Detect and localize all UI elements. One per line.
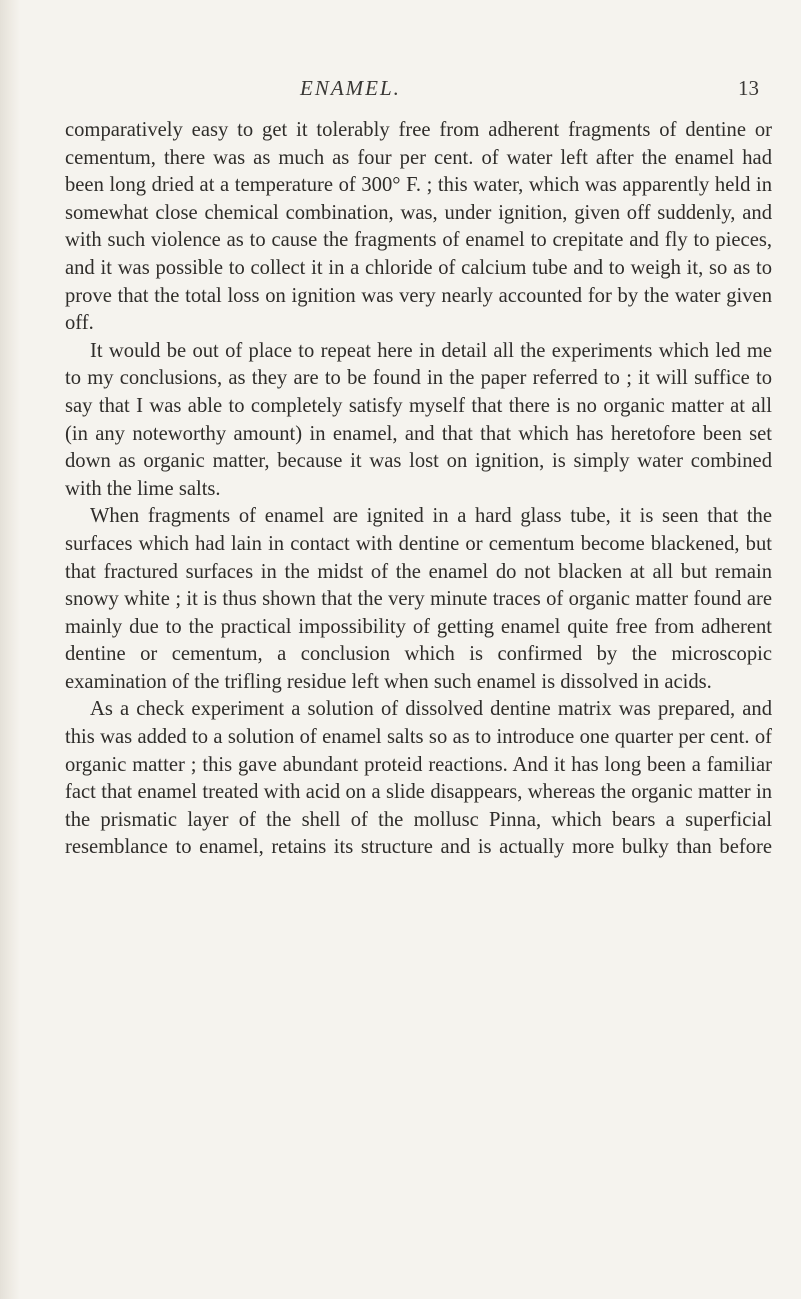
running-title: ENAMEL. <box>300 76 401 100</box>
paragraph: It would be out of place to repeat here in detail all the experiments which led me to my conclusions, as they are to be found in the paper referred to ; it will suffice to say that I was able to completely satisfy myself that there is no organic matter at all (in any noteworthy amount) in enamel, and that that which has heretofore been set down as organic matter, because it was lost on ignition, is simply water combined with the lime salts. <box>65 339 772 500</box>
body-text <box>65 117 772 862</box>
paragraph: As a check experiment a solution of dissolved dentine matrix was prepared, and this was added to a solution of enamel salts so as to introduce one quarter per cent. of organic matter ; this gave abundant proteid reactions. And it has long been a familiar fact that enamel treated with acid on a slide disappears, whereas the organic matter in the prismatic layer of the shell of the mollusc Pinna, which bears a superficial resemblance to enamel, retains its structure and is actually more bulky than before <box>65 698 772 859</box>
paragraph: When fragments of enamel are ignited in a hard glass tube, it is seen that the surfaces which had lain in contact with dentine or cementum become blackened, but that fractured surfaces in the midst of the enamel do not blacken at all but remain snowy white ; it is thus shown that the very minute traces of organic matter found are mainly due to the practical impossibility of getting enamel quite free from adherent dentine or cementum, a conclusion which is confirmed by the microscopic examination of the trifling residue left when such enamel is dissolved in acids. <box>65 505 772 693</box>
page-gutter-shadow <box>0 0 20 1299</box>
paragraph-continued: comparatively easy to get it tolerably free from adherent fragments of dentine or cementum, there was as much as four per cent. of water left after the enamel had been long dried at a temperature of 300° F. ; this water, which was apparently held in somewhat close chemical combination, was, under ignition, given off suddenly, and with such violence as to cause the fragments of enamel to crepitate and fly to pieces, and it was possible to collect it in a chloride of calcium tube and to weigh it, so as to prove that the total loss on ignition was very nearly accounted for by the water given off. <box>65 119 772 335</box>
page-number: 13 <box>738 76 759 100</box>
page-header <box>0 76 801 106</box>
